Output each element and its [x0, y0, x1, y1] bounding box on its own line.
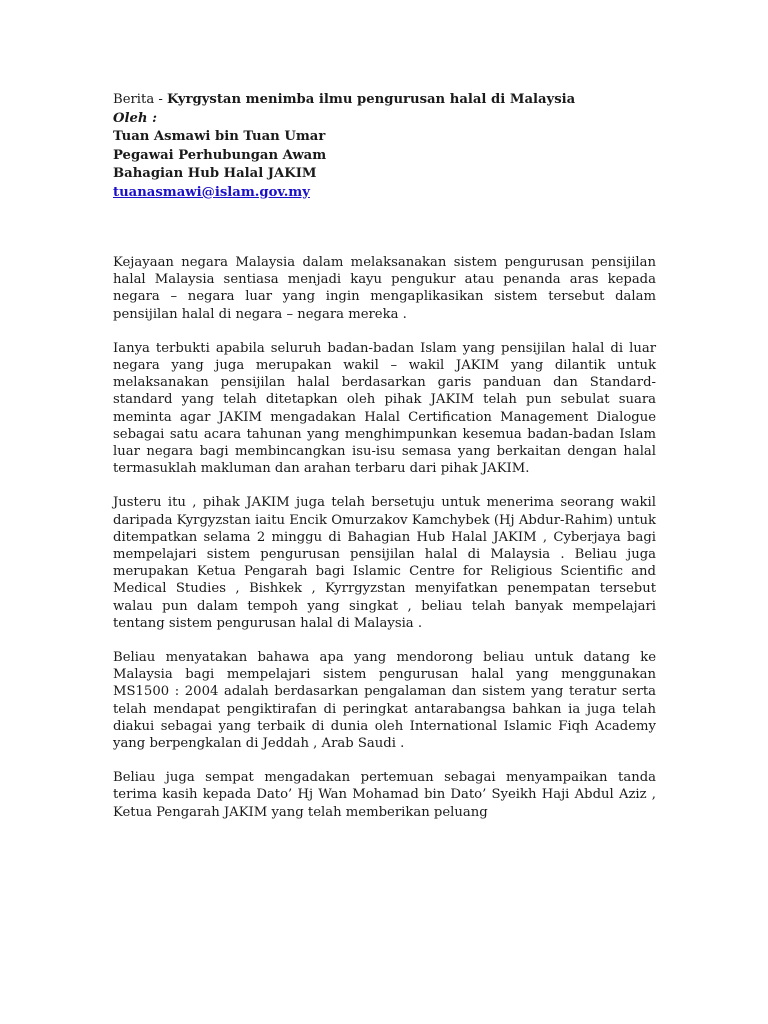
paragraph-3: Justeru itu , pihak JAKIM juga telah bersetuju untuk menerima seorang wakil daripada Kyrgyzstan iaitu Encik Omurzakov Kamchybek (Hj Abdur-Rahim) untuk ditempatkan selama 2 minggu di Bahagian Hub Halal JAKIM , Cyberjaya bagi mempelajari sistem pengurusan pensijilan halal di Malaysia . Beliau juga merupakan Ketua Pengarah bagi Islamic Centre for Religious Scientific and Medical Studies , Bishkek , Kyrrgyzstan menyifatkan penempatan tersebut walau pun dalam tempoh yang singkat , beliau telah banyak mempelajari tentang sistem pengurusan halal di Malaysia . — [113, 495, 656, 631]
byline-label: Oleh : — [113, 110, 157, 126]
paragraph-5: Beliau juga sempat mengadakan pertemuan sebagai menyampaikan tanda terima kasih kepada Dato’ Hj Wan Mohamad bin Dato’ Syeikh Haji Abdul Aziz , Ketua Pengarah JAKIM yang telah memberikan peluang — [113, 770, 656, 820]
document-page — [113, 91, 656, 838]
author-email-link[interactable]: tuanasmawi@islam.gov.my — [113, 184, 310, 200]
header-spacer — [113, 202, 656, 254]
author-position: Pegawai Perhubungan Awam — [113, 147, 327, 163]
paragraph-4: Beliau menyatakan bahawa apa yang mendorong beliau untuk datang ke Malaysia bagi mempelajari sistem pengurusan halal yang menggunakan MS1500 : 2004 adalah berdasarkan pengalaman dan sistem yang teratur serta telah mendapat pengiktirafan di peringkat antarabangsa bahkan ia juga telah diakui sebagai yang terbaik di dunia oleh International Islamic Fiqh Academy yang berpengkalan di Jeddah , Arab Saudi . — [113, 650, 656, 752]
paragraph-2: Ianya terbukti apabila seluruh badan-badan Islam yang pensijilan halal di luar negara yang juga merupakan wakil – wakil JAKIM yang dilantik untuk melaksanakan pensijilan halal berdasarkan garis panduan dan Standard-standard yang telah ditetapkan oleh pihak JAKIM telah pun sebulat suara meminta agar JAKIM mengadakan Halal Certification Management Dialogue sebagai satu acara tahunan yang menghimpunkan kesemua badan-badan Islam luar negara bagi membincangkan isu-isu semasa yang berkaitan dengan halal termasuklah makluman dan arahan terbaru dari pihak JAKIM. — [113, 340, 656, 477]
headline-prefix: Berita - — [113, 92, 168, 107]
headline — [113, 91, 656, 110]
author-name: Tuan Asmawi bin Tuan Umar — [113, 129, 326, 144]
headline-title: Kyrgystan menimba ilmu pengurusan halal di Malaysia — [167, 92, 576, 107]
paragraph-1: Kejayaan negara Malaysia dalam melaksanakan sistem pengurusan pensijilan halal Malaysia sentiasa menjadi kayu pengukur atau penanda aras kepada negara – negara luar yang ingin mengaplikasikan sistem tersebut dalam pensijilan halal di negara – negara mereka . — [113, 255, 656, 322]
author-division: Bahagian Hub Halal JAKIM — [113, 166, 317, 181]
